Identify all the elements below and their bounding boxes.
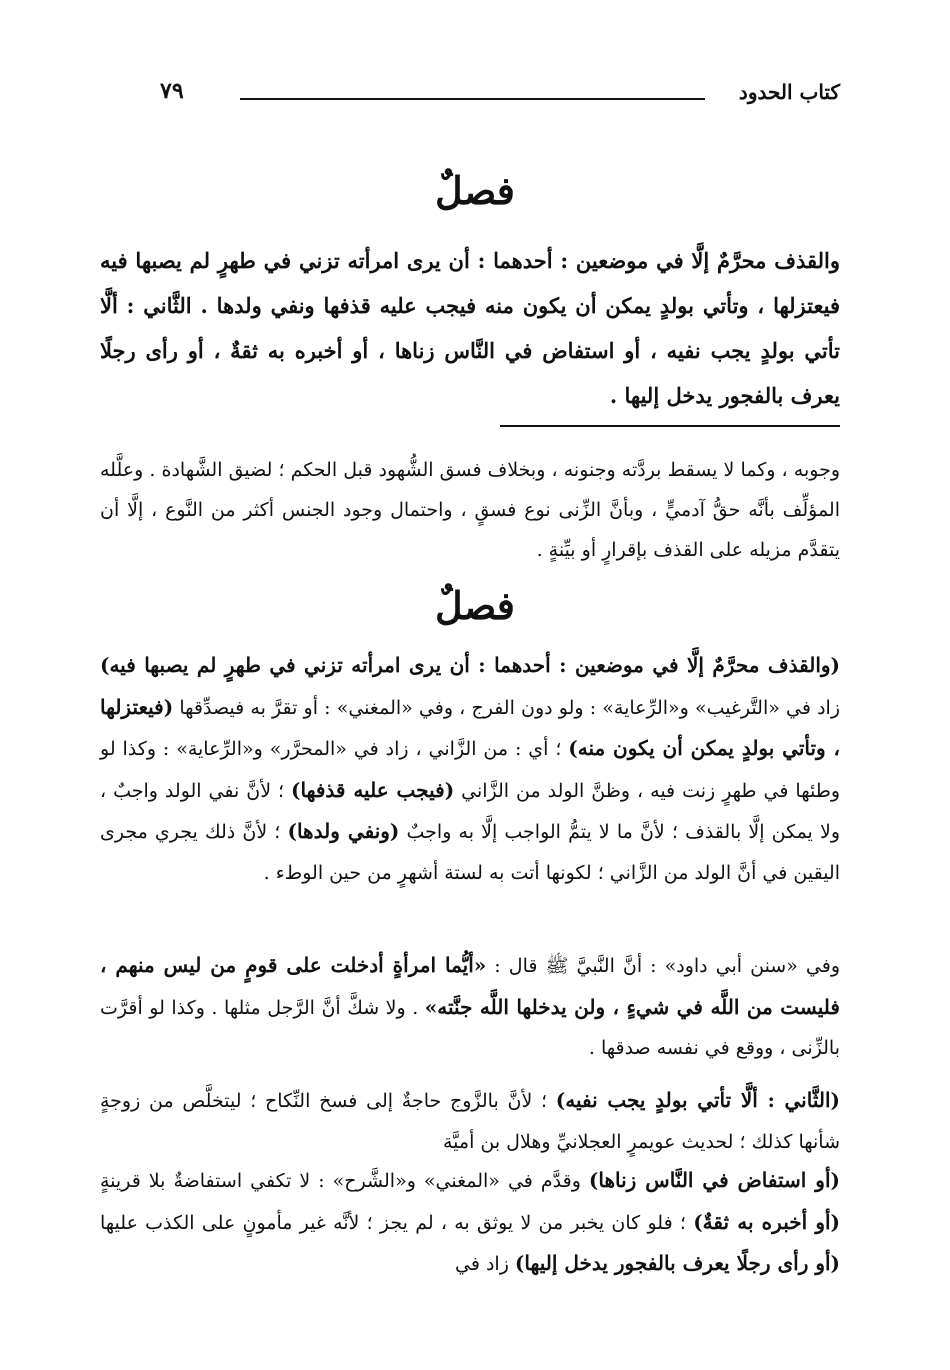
explanation-text: ؛ أي : من الزَّاني ، زاد في «المحرَّر» و«الرِّعاية» : وكذا لو وطئها في طهرٍ زنت فيه ، وظنَّ الولد من الزَّاني bbox=[100, 738, 840, 802]
explanation-text: ؛ لأنَّ نفي الولد واجبٌ ، ولا يمكن إلَّا بالقذف ؛ لأنَّ ما لا يتمُّ الواجب إلَّا به واجبٌ bbox=[100, 779, 840, 843]
quoted-text: (فيجب عليه قذفها) bbox=[291, 777, 455, 802]
explanation-text: ؛ لأنَّ بالزَّوج حاجةٌ إلى فسخ النِّكاح ؛ ليتخلَّص من زوجةٍ شأنها كذلك ؛ لحديث عويمرٍ العجلانيِّ وهلال بن أميَّة bbox=[100, 1090, 840, 1153]
header-title: كتاب الحدود bbox=[738, 80, 840, 104]
commentary-paragraph-3 bbox=[100, 1080, 840, 1162]
main-text: والقذف محرَّمٌ إلَّا في موضعين : أحدهما : أن يرى امرأته تزني في طهرٍ لم يصبها فيه فيعتزلها ، وتأتي بولدٍ يمكن أن يكون منه فيجب عليه قذفها ونفي ولدها . الثَّاني : ألَّا تأتي بولدٍ يجب نفيه ، أو استفاض في النَّاس زناها ، أو أخبره به ثقةٌ ، أو رأى رجلًا يعرف بالفجور يدخل إليها . bbox=[100, 248, 840, 408]
explanation-text: ؛ فلو كان يخبر من لا يوثق به ، لم يجز ؛ لأنَّه غير مأمونٍ على الكذب عليها bbox=[100, 1211, 694, 1234]
explanation-text: . ولا شكَّ أنَّ الرَّجل مثلها . وكذا لو أقرَّت بالزِّنى ، ووقع في نفسه صدقها . bbox=[100, 996, 840, 1059]
explanation-text: وقدَّم في «المغني» و«الشَّرح» : لا تكفي استفاضةٌ بلا قرينةٍ bbox=[100, 1170, 589, 1192]
header-rule bbox=[240, 98, 705, 100]
quoted-text: (أو رأى رجلًا يعرف بالفجور يدخل إليها) bbox=[514, 1251, 840, 1275]
section-heading-2: فصلٌ bbox=[435, 583, 515, 628]
explanation-text: ؛ لأنَّ ذلك يجري مجرى اليقين في أنَّ الولد من الزَّاني ؛ لكونها أتت به لستة أشهرٍ من حين الوطء . bbox=[100, 821, 840, 884]
quoted-text: (ونفي ولدها) bbox=[287, 819, 400, 843]
quoted-text: (والقذف محرَّمٌ إلَّا في موضعين : أحدهما : أن يرى امرأته تزني في طهرٍ لم يصبها فيه) bbox=[100, 653, 840, 677]
quoted-text: (الثَّاني : ألَّا تأتي بولدٍ يجب نفيه) bbox=[555, 1088, 840, 1112]
quoted-text: (أو أخبره به ثقةٌ) bbox=[693, 1209, 840, 1234]
commentary-paragraph-4 bbox=[100, 1160, 840, 1285]
footnote-text: وجوبه ، وكما لا يسقط بردَّته وجنونه ، وبخلاف فسق الشُّهود قبل الحكم ؛ لضيق الشَّهادة . وعلَّله المؤلِّف بأنَّه حقُّ آدميٍّ ، وبأنَّ الزِّنى نوع فسقٍ ، واحتمال وجود الجنس أكثر من النَّوع ، إلَّا أن يتقدَّم مزيله على القذف بإقرارٍ أو بيِّنةٍ . bbox=[100, 459, 840, 561]
explanation-text: وفي «سنن أبي داود» : أنَّ النَّبيَّ ﷺ قال : bbox=[486, 955, 840, 977]
commentary-paragraph-2 bbox=[100, 945, 840, 1069]
hadith-quote: «أيُّما امرأةٍ أدخلت على قومٍ من ليس منهم ، فليست من اللَّه في شيءٍ ، ولن يدخلها اللَّه جنَّته» bbox=[100, 953, 840, 1019]
commentary-paragraph-1 bbox=[100, 645, 840, 893]
page-number: ٧٩ bbox=[160, 78, 184, 104]
quoted-text: (أو استفاض في النَّاس زناها) bbox=[588, 1168, 840, 1192]
explanation-text: زاد في bbox=[455, 1253, 515, 1275]
footnote-rule bbox=[500, 425, 840, 427]
section-heading-1: فصلٌ bbox=[435, 168, 515, 213]
running-header bbox=[160, 80, 840, 120]
explanation-text: زاد في «التَّرغيب» و«الرِّعاية» : ولو دون الفرج ، وفي «المغني» : أو تقرَّ به فيصدِّقها bbox=[173, 696, 840, 719]
quoted-text: (فيعتزلها ، وتأتي بولدٍ يمكن أن يكون منه) bbox=[100, 694, 840, 760]
